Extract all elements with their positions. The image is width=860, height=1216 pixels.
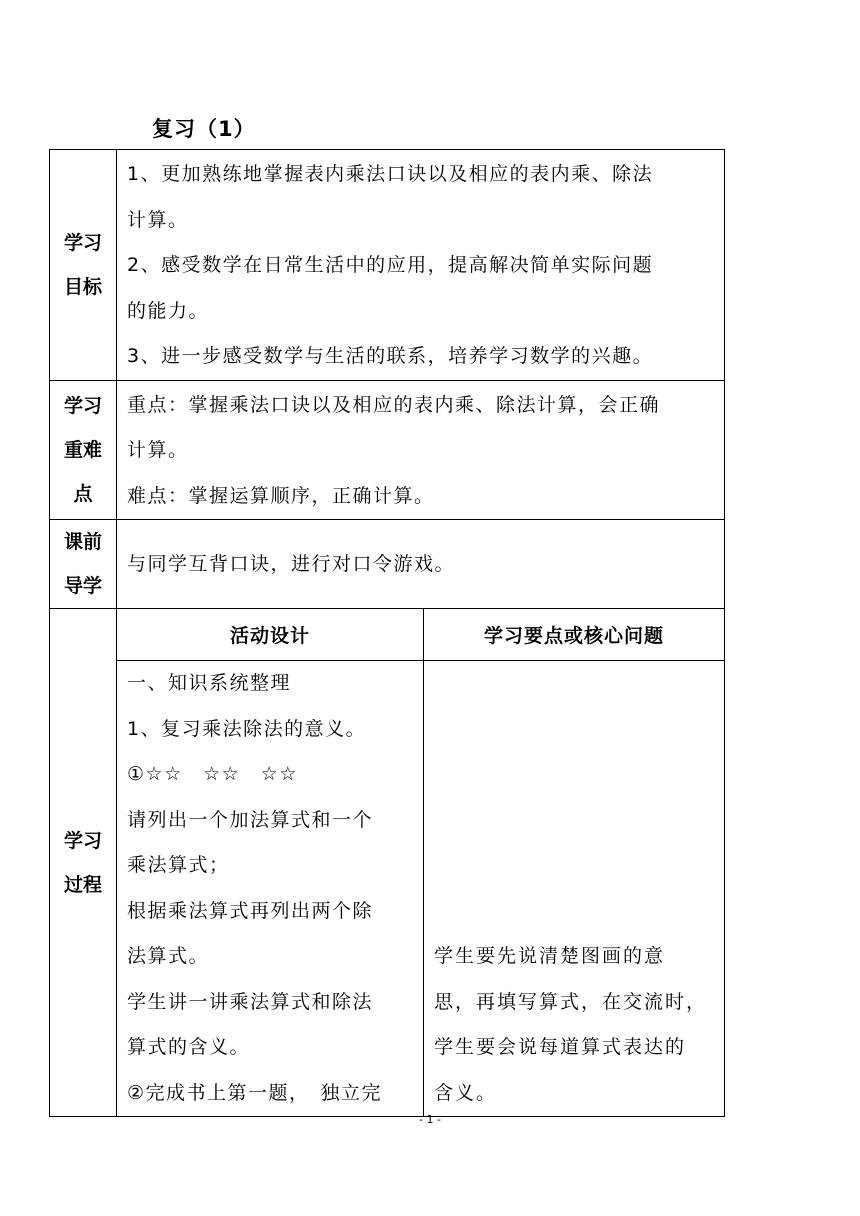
activity-line: ①☆☆ ☆☆ ☆☆: [127, 763, 298, 785]
goal-line: 1、更加熟练地掌握表内乘法口诀以及相应的表内乘、除法: [127, 163, 654, 185]
key-point-line: 重点：掌握乘法口诀以及相应的表内乘、除法计算，会正确: [127, 393, 661, 416]
activity-line: 乘法算式；: [127, 854, 230, 876]
focus-line: 含义。: [434, 1081, 498, 1104]
key-point-line: 计算。: [127, 439, 189, 461]
preview-label: 课前 导学: [50, 520, 117, 609]
activity-line: 根据乘法算式再列出两个除: [127, 899, 374, 922]
goals-content: [117, 150, 725, 381]
activity-line: 请列出一个加法算式和一个: [127, 808, 374, 831]
focus-header: 学习要点或核心问题: [424, 609, 725, 661]
process-header-row: [50, 609, 725, 661]
activity-line: 1、复习乘法除法的意义。: [127, 717, 367, 740]
focus-line: 思，再填写算式，在交流时，: [434, 990, 708, 1013]
goal-line: 的能力。: [127, 299, 210, 322]
key-points-row: [50, 380, 725, 520]
activity-line: 法算式。: [127, 945, 210, 967]
goals-label: 学习 目标: [50, 150, 117, 381]
activity-content: [117, 661, 424, 1117]
goal-line: 2、感受数学在日常生活中的应用，提高解决简单实际问题: [127, 254, 654, 276]
activity-line: ②完成书上第一题， 独立完: [127, 1081, 383, 1104]
focus-content: [424, 661, 725, 1117]
page-number: - 1 -: [419, 1113, 441, 1126]
goals-row: [50, 150, 725, 381]
activity-line: 一、知识系统整理: [127, 672, 292, 694]
goal-line: 3、进一步感受数学与生活的联系，培养学习数学的兴趣。: [127, 345, 654, 367]
goal-line: 计算。: [127, 208, 189, 231]
activity-header: 活动设计: [117, 609, 424, 661]
activity-line: 算式的含义。: [127, 1036, 251, 1058]
key-points-label: 学习 重难 点: [50, 380, 117, 520]
key-point-line: 难点：掌握运算顺序，正确计算。: [127, 484, 435, 507]
preview-row: [50, 520, 725, 609]
process-body-row: [50, 661, 725, 1117]
focus-line: 学生要先说清楚图画的意: [434, 945, 666, 967]
preview-text: 与同学互背口诀，进行对口令游戏。: [127, 553, 456, 576]
lesson-plan-table: [49, 149, 725, 1117]
process-label: 学习 过程: [50, 609, 117, 1117]
focus-line: 学生要会说每道算式表达的: [434, 1036, 687, 1058]
page-title: 复习（1）: [152, 117, 256, 141]
activity-line: 学生讲一讲乘法算式和除法: [127, 990, 374, 1013]
key-points-content: [117, 380, 725, 520]
preview-content: [117, 520, 725, 609]
